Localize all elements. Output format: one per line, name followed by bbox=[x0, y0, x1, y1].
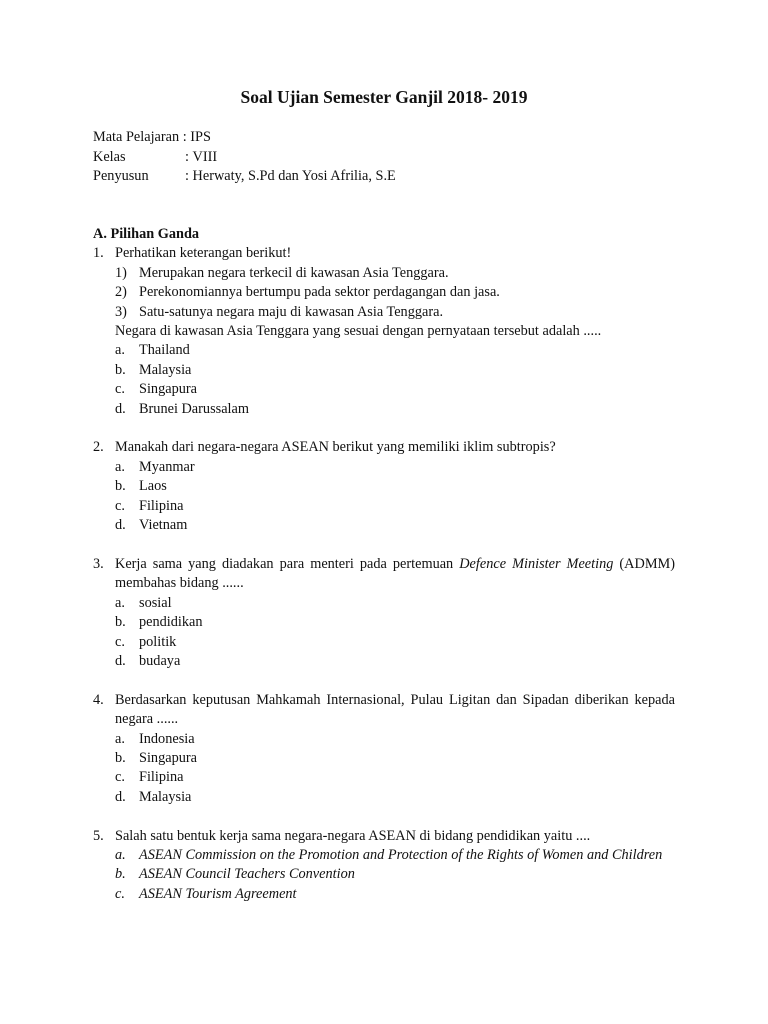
question-text: Manakah dari negara-negara ASEAN berikut yang memiliki iklim subtropis? bbox=[115, 439, 556, 456]
statement-item: 1) Merupakan negara terkecil di kawasan Asia Tenggara. bbox=[115, 264, 449, 281]
author-label: Penyusun bbox=[93, 168, 149, 184]
answer-option: a. Indonesia bbox=[115, 730, 195, 747]
question-1 bbox=[93, 244, 675, 419]
statement-item: 2) Perekonomiannya bertumpu pada sektor perdagangan dan jasa. bbox=[115, 284, 500, 301]
question-number: 4. bbox=[93, 691, 104, 708]
section-title: A. Pilihan Ganda bbox=[93, 226, 200, 242]
answer-option: d. budaya bbox=[115, 652, 181, 669]
answer-option: c. Singapura bbox=[115, 381, 197, 398]
subject-label: Mata Pelajaran bbox=[93, 129, 180, 145]
question-text: Salah satu bentuk kerja sama negara-negara ASEAN di bidang pendidikan yaitu .... bbox=[115, 827, 591, 844]
answer-option: c. Filipina bbox=[115, 497, 184, 514]
question-2 bbox=[93, 438, 675, 535]
answer-option: c. Filipina bbox=[115, 769, 184, 786]
answer-option: a. ASEAN Commission on the Promotion and Protection of the Rights of Women and Children bbox=[115, 846, 663, 863]
class-row bbox=[93, 148, 396, 168]
answer-option: c. ASEAN Tourism Agreement bbox=[115, 885, 297, 902]
answer-option: b. Singapura bbox=[115, 749, 197, 766]
question-text: Kerja sama yang diadakan para menteri pada pertemuan Defence Minister Meeting (ADMM) membahas bidang ...... bbox=[115, 555, 676, 592]
class-value: VIII bbox=[192, 148, 218, 165]
subject-sep: : bbox=[179, 129, 191, 145]
document-title: Soal Ujian Semester Ganjil 2018- 2019 bbox=[240, 87, 528, 107]
answer-option: b. Malaysia bbox=[115, 361, 192, 378]
question-number: 2. bbox=[93, 439, 104, 456]
answer-option: b. ASEAN Council Teachers Convention bbox=[115, 866, 355, 883]
question-number: 3. bbox=[93, 555, 104, 572]
answer-option: d. Malaysia bbox=[115, 788, 192, 805]
class-sep: : bbox=[185, 148, 193, 165]
subject-row bbox=[93, 128, 396, 148]
answer-option: a. Thailand bbox=[115, 342, 190, 359]
answer-option: a. Myanmar bbox=[115, 458, 195, 475]
answer-option: d. Brunei Darussalam bbox=[115, 400, 249, 417]
answer-option: c. politik bbox=[115, 633, 177, 650]
question-followup: Negara di kawasan Asia Tenggara yang sesuai dengan pernyataan tersebut adalah ..... bbox=[115, 323, 602, 340]
question-4 bbox=[93, 691, 675, 807]
question-5 bbox=[93, 827, 675, 905]
answer-option: d. Vietnam bbox=[115, 517, 188, 534]
question-text: Berdasarkan keputusan Mahkamah Internasional, Pulau Ligitan dan Sipadan diberikan kepada negara ...... bbox=[115, 691, 675, 728]
author-row bbox=[93, 167, 396, 187]
author-sep: : bbox=[185, 168, 193, 184]
answer-option: b. Laos bbox=[115, 478, 167, 495]
document-page bbox=[93, 0, 675, 1024]
question-text: Perhatikan keterangan berikut! bbox=[115, 245, 292, 262]
exam-content bbox=[93, 225, 675, 904]
question-3 bbox=[93, 555, 675, 671]
class-label: Kelas bbox=[93, 148, 126, 165]
subject-value: IPS bbox=[190, 129, 211, 145]
answer-option: a. sosial bbox=[115, 594, 172, 611]
author-value: Herwaty, S.Pd dan Yosi Afrilia, S.E bbox=[192, 168, 396, 184]
answer-option: b. pendidikan bbox=[115, 614, 203, 631]
exam-info bbox=[93, 128, 396, 187]
question-number: 5. bbox=[93, 827, 104, 844]
question-number: 1. bbox=[93, 245, 104, 262]
statement-item: 3) Satu-satunya negara maju di kawasan Asia Tenggara. bbox=[115, 303, 444, 320]
